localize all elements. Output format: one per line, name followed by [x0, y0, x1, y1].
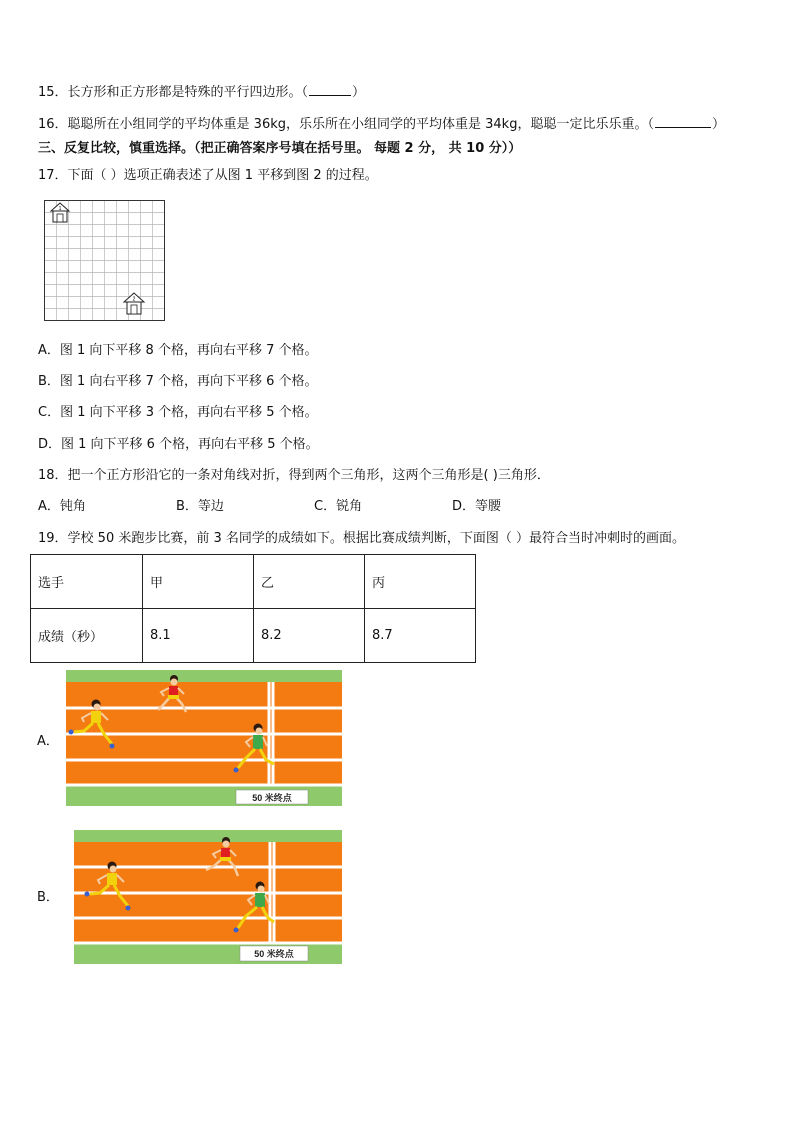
- table-cell: 8.1: [143, 609, 254, 663]
- answer-blank-16[interactable]: [655, 114, 711, 128]
- finish-sign-b: 50 米终点: [254, 949, 294, 959]
- q18-options: [38, 498, 501, 516]
- finish-sign-a: 50 米终点: [252, 793, 292, 803]
- q18-option-a[interactable]: A．钝角: [38, 499, 86, 514]
- race-results-table: [30, 554, 476, 663]
- question-16: 16．聪聪所在小组同学的平均体重是 36kg，乐乐所在小组同学的平均体重是 34kg，聪聪一定比乐乐重。（ ）: [38, 114, 725, 134]
- question-15-text: 15．长方形和正方形都是特殊的平行四边形。（: [38, 85, 309, 100]
- section-3-heading: 三、反复比较，慎重选择。（把正确答案序号填在括号里。 每题 2 分， 共 10 分））: [38, 141, 522, 156]
- table-header-cell: 丙: [365, 555, 476, 609]
- answer-blank-15[interactable]: [309, 82, 351, 96]
- table-header-row: [31, 555, 476, 609]
- table-header-cell: 甲: [143, 555, 254, 609]
- table-cell: 8.2: [254, 609, 365, 663]
- translation-grid-figure: [44, 200, 168, 324]
- question-16-text: 16．聪聪所在小组同学的平均体重是 36kg，乐乐所在小组同学的平均体重是 34kg，聪聪一定比乐乐重。（: [38, 117, 654, 132]
- q18-option-c[interactable]: C．锐角: [314, 499, 363, 514]
- table-cell: 8.7: [365, 609, 476, 663]
- question-19-text: 19．学校 50 米跑步比赛，前 3 名同学的成绩如下。根据比赛成绩判断，下面图（ ）最符合当时冲刺时的画面。: [38, 531, 686, 546]
- picture-a-label[interactable]: A．: [37, 734, 59, 749]
- table-cell: 成绩（秒）: [31, 609, 143, 663]
- table-row: [31, 609, 476, 663]
- q17-option-c[interactable]: C．图 1 向下平移 3 个格，再向右平移 5 个格。: [38, 405, 318, 420]
- figure-2-label: 2: [132, 296, 136, 303]
- picture-b-label[interactable]: B．: [37, 890, 59, 905]
- race-picture-a[interactable]: [66, 670, 342, 806]
- figure-1-house: [51, 203, 69, 222]
- figure-1-label: 1: [58, 206, 62, 212]
- q17-option-d[interactable]: D．图 1 向下平移 6 个格，再向右平移 5 个格。: [38, 437, 319, 452]
- question-18-text: 18．把一个正方形沿它的一条对角线对折，得到两个三角形，这两个三角形是( )三角形．: [38, 468, 550, 483]
- table-header-cell: 选手: [31, 555, 143, 609]
- q18-option-d[interactable]: D．等腰: [452, 499, 502, 514]
- question-15: 15．长方形和正方形都是特殊的平行四边形。（ ）: [38, 82, 365, 102]
- q17-option-a[interactable]: A．图 1 向下平移 8 个格，再向右平移 7 个格。: [38, 343, 318, 358]
- q17-option-b[interactable]: B．图 1 向右平移 7 个格，再向下平移 6 个格。: [38, 374, 318, 389]
- figure-2-house: [124, 293, 144, 314]
- q18-option-b[interactable]: B．等边: [176, 499, 224, 514]
- question-17-text: 17．下面（ ）选项正确表述了从图 1 平移到图 2 的过程。: [38, 168, 378, 183]
- race-picture-b[interactable]: [74, 830, 342, 964]
- table-header-cell: 乙: [254, 555, 365, 609]
